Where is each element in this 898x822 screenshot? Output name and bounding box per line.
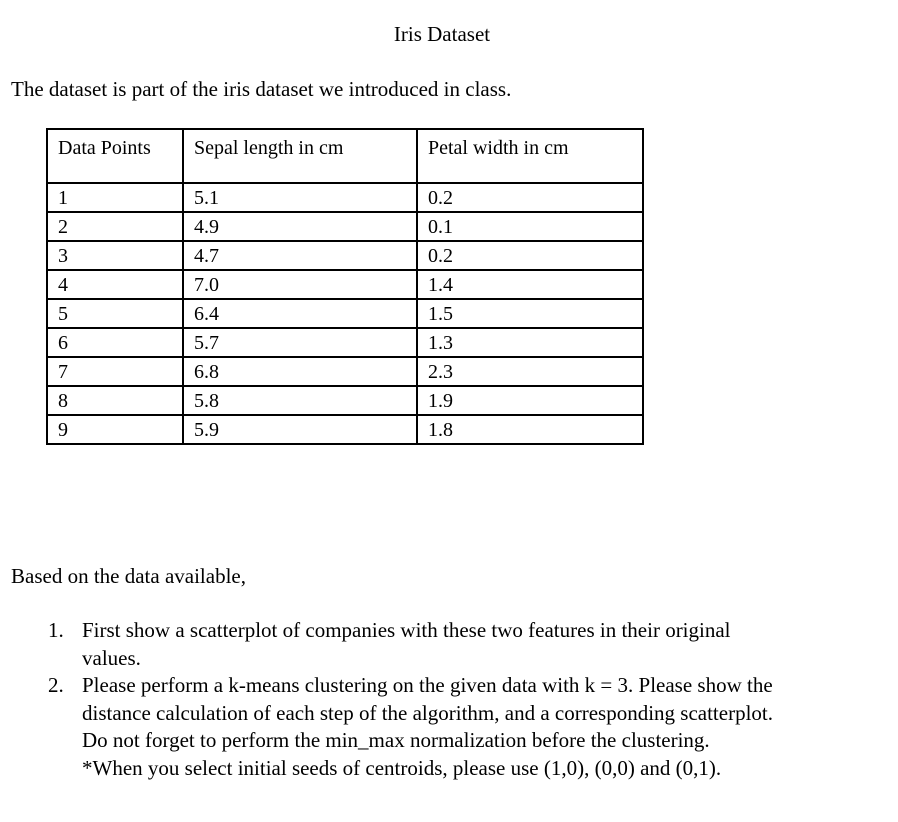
cell-sepal-length: 6.8 <box>183 357 417 386</box>
table-row <box>47 415 643 444</box>
list-item-number: 1. <box>48 618 64 642</box>
list-item-text: *When you select initial seeds of centroids, please use (1,0), (0,0) and (0,1). <box>82 755 722 780</box>
list-item-text: First show a scatterplot of companies with these two features in their original <box>82 618 731 642</box>
cell-data-point: 8 <box>47 386 183 415</box>
list-item-text: distance calculation of each step of the algorithm, and a corresponding scatterplot. <box>82 700 774 725</box>
table-row <box>47 270 643 299</box>
list-item <box>0 617 890 672</box>
intro-paragraph: The dataset is part of the iris dataset we introduced in class. <box>11 77 512 101</box>
cell-sepal-length: 5.9 <box>183 415 417 444</box>
cell-petal-width: 0.2 <box>417 183 643 212</box>
cell-sepal-length: 4.9 <box>183 212 417 241</box>
based-on-text: Based on the data available, <box>11 564 246 588</box>
cell-sepal-length: 6.4 <box>183 299 417 328</box>
table-row <box>47 299 643 328</box>
list-item <box>0 672 890 782</box>
cell-data-point: 5 <box>47 299 183 328</box>
cell-data-point: 2 <box>47 212 183 241</box>
cell-data-point: 7 <box>47 357 183 386</box>
table-header-row <box>47 129 643 183</box>
page-title: Iris Dataset <box>393 22 491 46</box>
cell-sepal-length: 7.0 <box>183 270 417 299</box>
column-header-data-points: Data Points <box>47 129 183 183</box>
cell-data-point: 4 <box>47 270 183 299</box>
cell-petal-width: 1.5 <box>417 299 643 328</box>
column-header-petal-width: Petal width in cm <box>417 129 643 183</box>
table-row <box>47 328 643 357</box>
table-row <box>47 386 643 415</box>
table-row <box>47 357 643 386</box>
cell-sepal-length: 5.8 <box>183 386 417 415</box>
cell-petal-width: 1.8 <box>417 415 643 444</box>
table-row <box>47 212 643 241</box>
cell-data-point: 9 <box>47 415 183 444</box>
list-item-text: values. <box>82 645 141 670</box>
list-item-text: Do not forget to perform the min_max normalization before the clustering. <box>82 728 710 752</box>
column-header-sepal-length: Sepal length in cm <box>183 129 417 183</box>
table-row <box>47 241 643 270</box>
cell-data-point: 1 <box>47 183 183 212</box>
cell-data-point: 6 <box>47 328 183 357</box>
table-row <box>47 183 643 212</box>
cell-data-point: 3 <box>47 241 183 270</box>
cell-sepal-length: 5.7 <box>183 328 417 357</box>
list-item-number: 2. <box>48 673 64 697</box>
list-item-text: Please perform a k-means clustering on the given data with k = 3. Please show the <box>82 673 773 697</box>
iris-data-table <box>46 128 644 445</box>
cell-petal-width: 2.3 <box>417 357 643 386</box>
cell-petal-width: 0.2 <box>417 241 643 270</box>
cell-petal-width: 1.4 <box>417 270 643 299</box>
cell-petal-width: 0.1 <box>417 212 643 241</box>
cell-petal-width: 1.3 <box>417 328 643 357</box>
cell-sepal-length: 5.1 <box>183 183 417 212</box>
cell-petal-width: 1.9 <box>417 386 643 415</box>
task-list <box>0 617 890 782</box>
cell-sepal-length: 4.7 <box>183 241 417 270</box>
